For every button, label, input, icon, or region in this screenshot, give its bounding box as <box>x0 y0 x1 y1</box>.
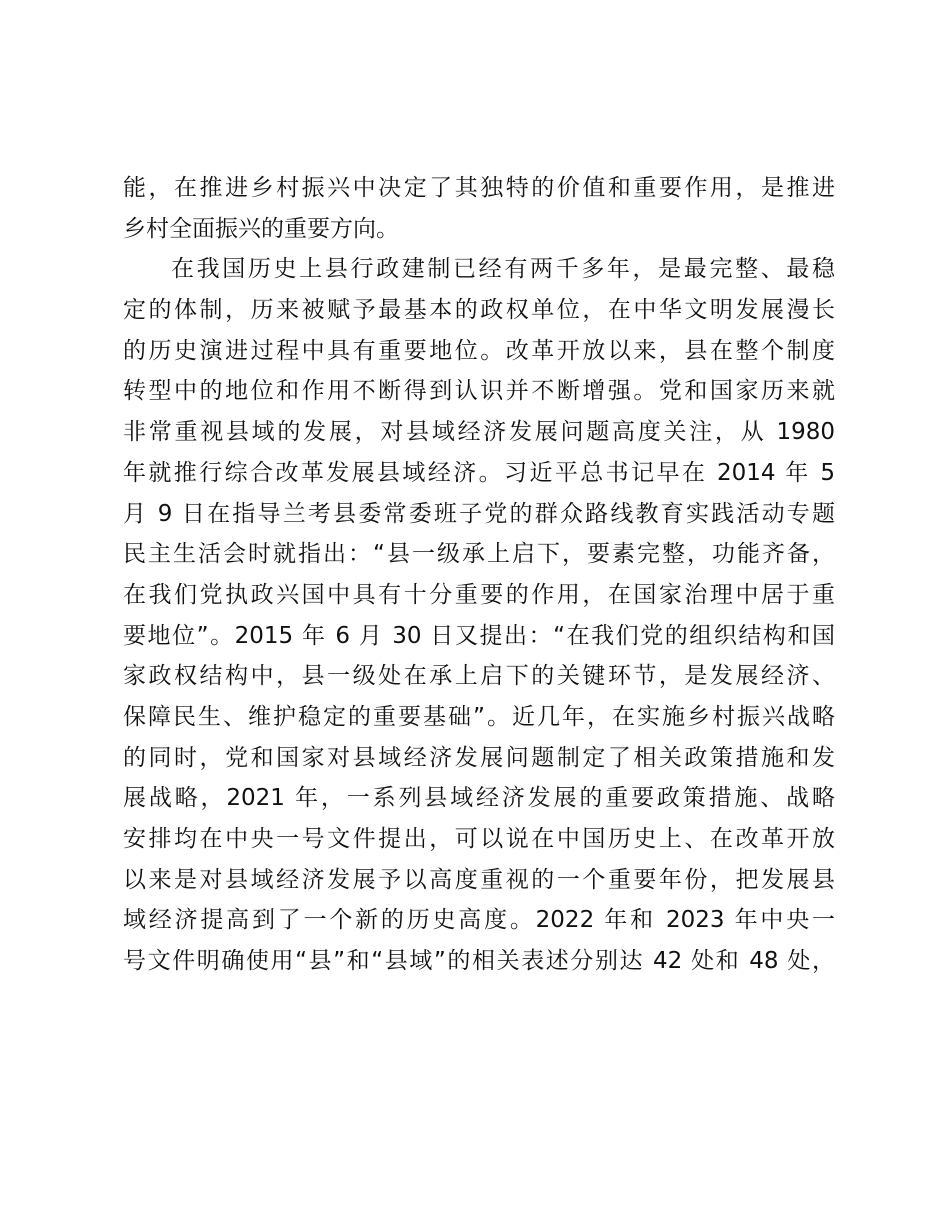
body-text <box>123 168 835 982</box>
text-line: 安排均在中央一号文件提出，可以说在中国历史上、在改革开放 <box>123 826 835 852</box>
text-line: 月 9 日在指导兰考县委常委班子党的群众路线教育实践活动专题 <box>123 500 835 527</box>
text-line: 要地位”。2015 年 6 月 30 日又提出：“在我们党的组织结构和国 <box>123 622 835 649</box>
text-line: 在我国历史上县行政建制已经有两千多年，是最完整、最稳 <box>171 256 835 283</box>
text-line: 以来是对县域经济发展予以高度重视的一个重要年份，把发展县 <box>123 866 835 893</box>
text-line: 家政权结构中，县一级处在承上启下的关键环节，是发展经济、 <box>123 663 835 690</box>
text-line: 定的体制，历来被赋予最基本的政权单位，在中华文明发展漫长 <box>123 297 835 324</box>
text-line: 非常重视县域的发展，对县域经济发展问题高度关注，从 1980 <box>123 419 835 446</box>
paragraph-continued <box>123 168 835 249</box>
text-line: 转型中的地位和作用不断得到认识并不断增强。党和国家历来就 <box>123 378 835 405</box>
text-line: 展战略，2021 年，一系列县域经济发展的重要政策措施、战略 <box>123 785 835 812</box>
text-line: 民主生活会时就指出：“县一级承上启下，要素完整，功能齐备， <box>123 541 835 568</box>
text-line: 乡村全面振兴的重要方向。 <box>123 215 399 242</box>
text-line: 的同时，党和国家对县域经济发展问题制定了相关政策措施和发 <box>123 744 835 771</box>
text-line: 号文件明确使用“县”和“县域”的相关表述分别达 42 处和 48 处， <box>123 948 835 975</box>
text-line: 年就推行综合改革发展县域经济。习近平总书记早在 2014 年 5 <box>123 459 835 486</box>
text-line: 保障民生、维护稳定的重要基础”。近几年，在实施乡村振兴战略 <box>123 703 835 730</box>
paragraph-county-history <box>123 249 835 981</box>
text-line: 在我们党执政兴国中具有十分重要的作用，在国家治理中居于重 <box>123 581 835 608</box>
text-line: 能，在推进乡村振兴中决定了其独特的价值和重要作用，是推进 <box>123 175 835 201</box>
text-line: 域经济提高到了一个新的历史高度。2022 年和 2023 年中央一 <box>123 907 835 934</box>
text-line: 的历史演进过程中具有重要地位。改革开放以来，县在整个制度 <box>123 337 835 364</box>
